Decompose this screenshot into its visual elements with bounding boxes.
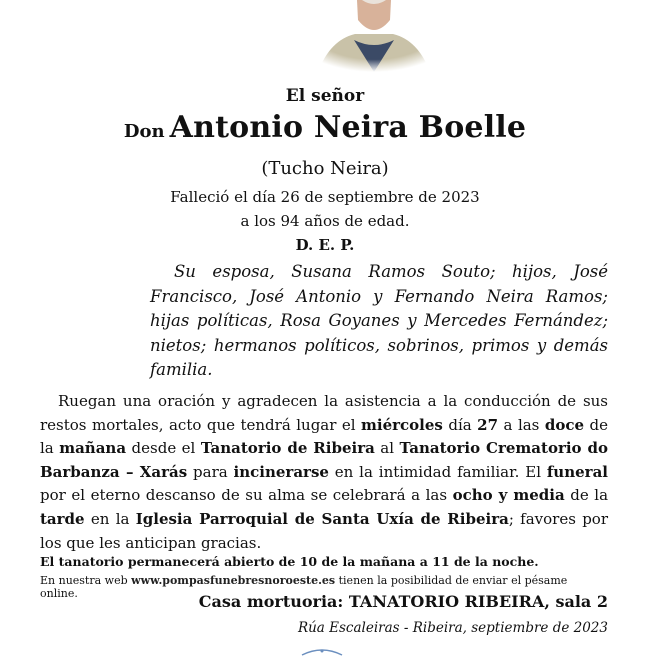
funeral-home: Casa mortuoria: TANATORIO RIBEIRA, sala 2: [198, 592, 608, 611]
ceremony-text: Ruegan una oración y agradecen la asistencia a la conducción de sus restos mortales, acto que tendrá lugar el miércoles día 27 a las doce de la mañana desde el Tanatorio de Ribeira al Tanatorio Crematorio do Barbanza – Xarás para incinerarse en la intimidad familiar. El funeral por el eterno descanso de su alma se celebrará a las ocho y media de la tarde en la Iglesia Parroquial de Santa Uxía de Ribeira; favores por los que les anticipan gracias.: [40, 392, 609, 552]
rip-text: D. E. P.: [295, 236, 355, 254]
web-notice: En nuestra web www.pompasfunebresnoroeste.es tienen la posibilidad de enviar el pésame online.: [40, 574, 568, 600]
deceased-name: Antonio Neira Boelle: [169, 110, 527, 145]
family-list: Su esposa, Susana Ramos Souto; hijos, José Francisco, José Antonio y Fernando Neira Ramos; hijas políticas, Rosa Goyanes y Mercedes Fernández; nietos; hermanos políticos, sobrinos, primos y demás familia.: [150, 262, 608, 380]
opening-hours: El tanatorio permanecerá abierto de 10 de la mañana a 11 de la noche.: [40, 554, 539, 569]
funeral-home-logo: [300, 641, 344, 650]
website-link[interactable]: www.pompasfunebresnoroeste.es: [131, 574, 336, 587]
death-date: Falleció el día 26 de septiembre de 2023: [170, 188, 480, 206]
signature-line: Rúa Escaleiras - Ribeira, septiembre de 2023: [297, 620, 608, 636]
deceased-name-line: [0, 110, 650, 145]
name-prefix: Don: [123, 121, 165, 142]
intro-line: El señor: [285, 86, 365, 106]
deceased-photo: [310, 0, 438, 72]
age-at-death: a los 94 años de edad.: [240, 212, 410, 230]
nickname: (Tucho Neira): [261, 158, 389, 179]
